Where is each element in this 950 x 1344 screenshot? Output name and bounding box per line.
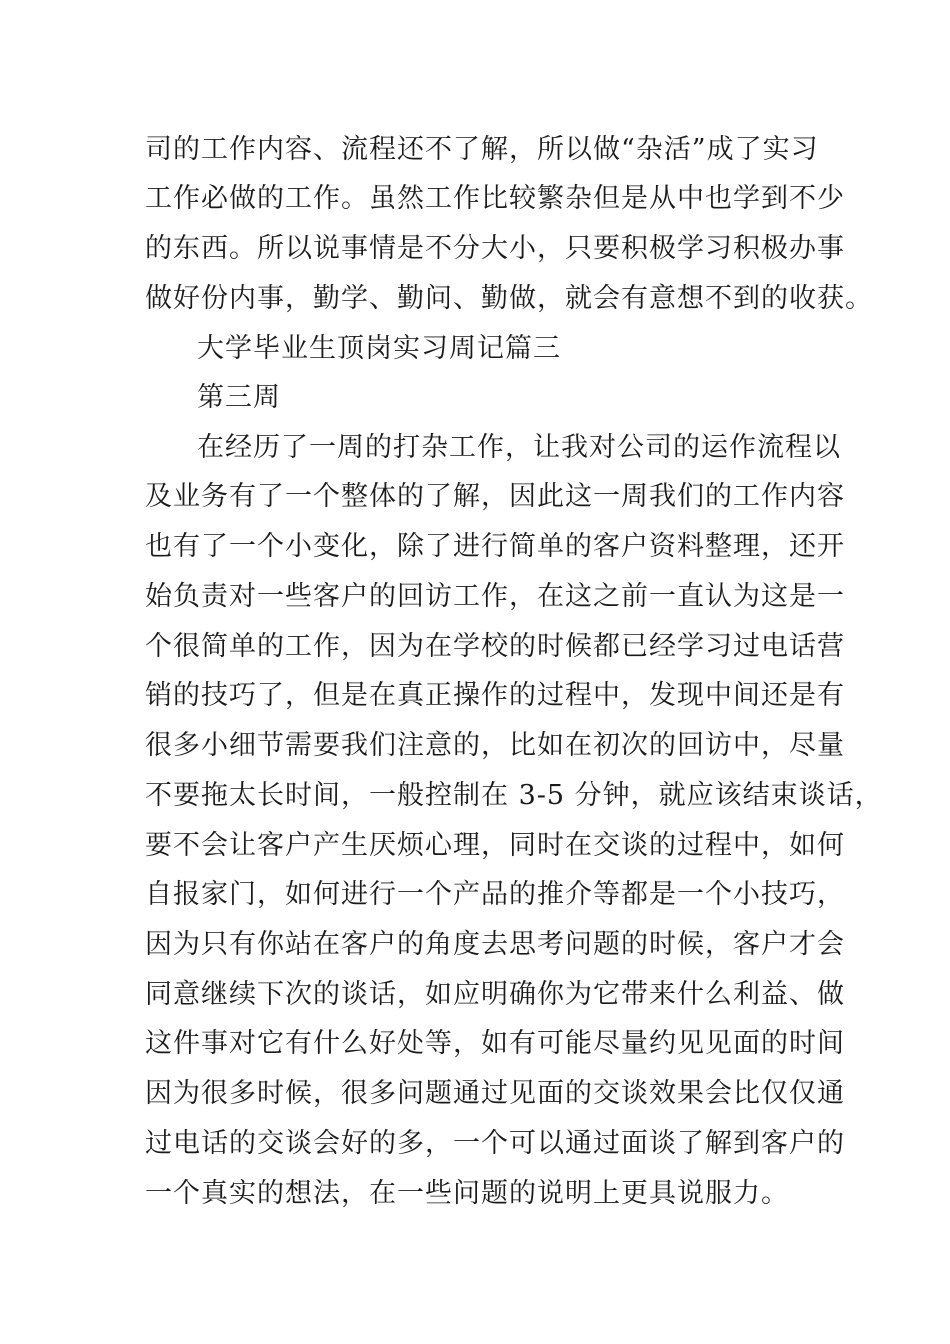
text-line: 始负责对一些客户的回访工作，在这之前一直认为这是一: [145, 581, 845, 612]
week-heading: 第三周: [197, 382, 281, 413]
text-line: 因为很多时候，很多问题通过见面的交谈效果会比仅仅通: [145, 1078, 845, 1109]
text-line: 工作必做的工作。虽然工作比较繁杂但是从中也学到不少: [145, 183, 845, 214]
text-line: 在经历了一周的打杂工作，让我对公司的运作流程以: [197, 432, 841, 463]
text-line: 销的技巧了，但是在真正操作的过程中，发现中间还是有: [145, 680, 845, 711]
text-line: 个很简单的工作，因为在学校的时候都已经学习过电话营: [145, 631, 845, 662]
text-line: 的东西。所以说事情是不分大小，只要积极学习积极办事: [145, 233, 845, 264]
text-line: 一个真实的想法，在一些问题的说明上更具说服力。: [145, 1178, 789, 1209]
text-line: 这件事对它有什么好处等，如有可能尽量约见见面的时间: [145, 1028, 845, 1059]
text-line: 同意继续下次的谈话，如应明确你为它带来什么利益、做: [145, 979, 845, 1010]
text-line: 过电话的交谈会好的多，一个可以通过面谈了解到客户的: [145, 1128, 845, 1159]
text-line: 也有了一个小变化，除了进行简单的客户资料整理，还开: [145, 531, 845, 562]
text-line: 因为只有你站在客户的角度去思考问题的时候，客户才会: [145, 929, 845, 960]
text-line: 司的工作内容、流程还不了解，所以做“杂活”成了实习: [145, 134, 819, 165]
text-line: 很多小细节需要我们注意的，比如在初次的回访中，尽量: [145, 730, 845, 761]
section-heading: 大学毕业生顶岗实习周记篇三: [197, 333, 561, 364]
text-line: 要不会让客户产生厌烦心理，同时在交谈的过程中，如何: [145, 830, 845, 861]
text-line: 做好份内事，勤学、勤问、勤做，就会有意想不到的收获。: [145, 283, 873, 314]
text-line: 自报家门，如何进行一个产品的推介等都是一个小技巧，: [145, 879, 845, 910]
text-line: 及业务有了一个整体的了解，因此这一周我们的工作内容: [145, 481, 845, 512]
text-line: 不要拖太长时间，一般控制在 3-5 分钟，就应该结束谈话，: [145, 780, 883, 811]
